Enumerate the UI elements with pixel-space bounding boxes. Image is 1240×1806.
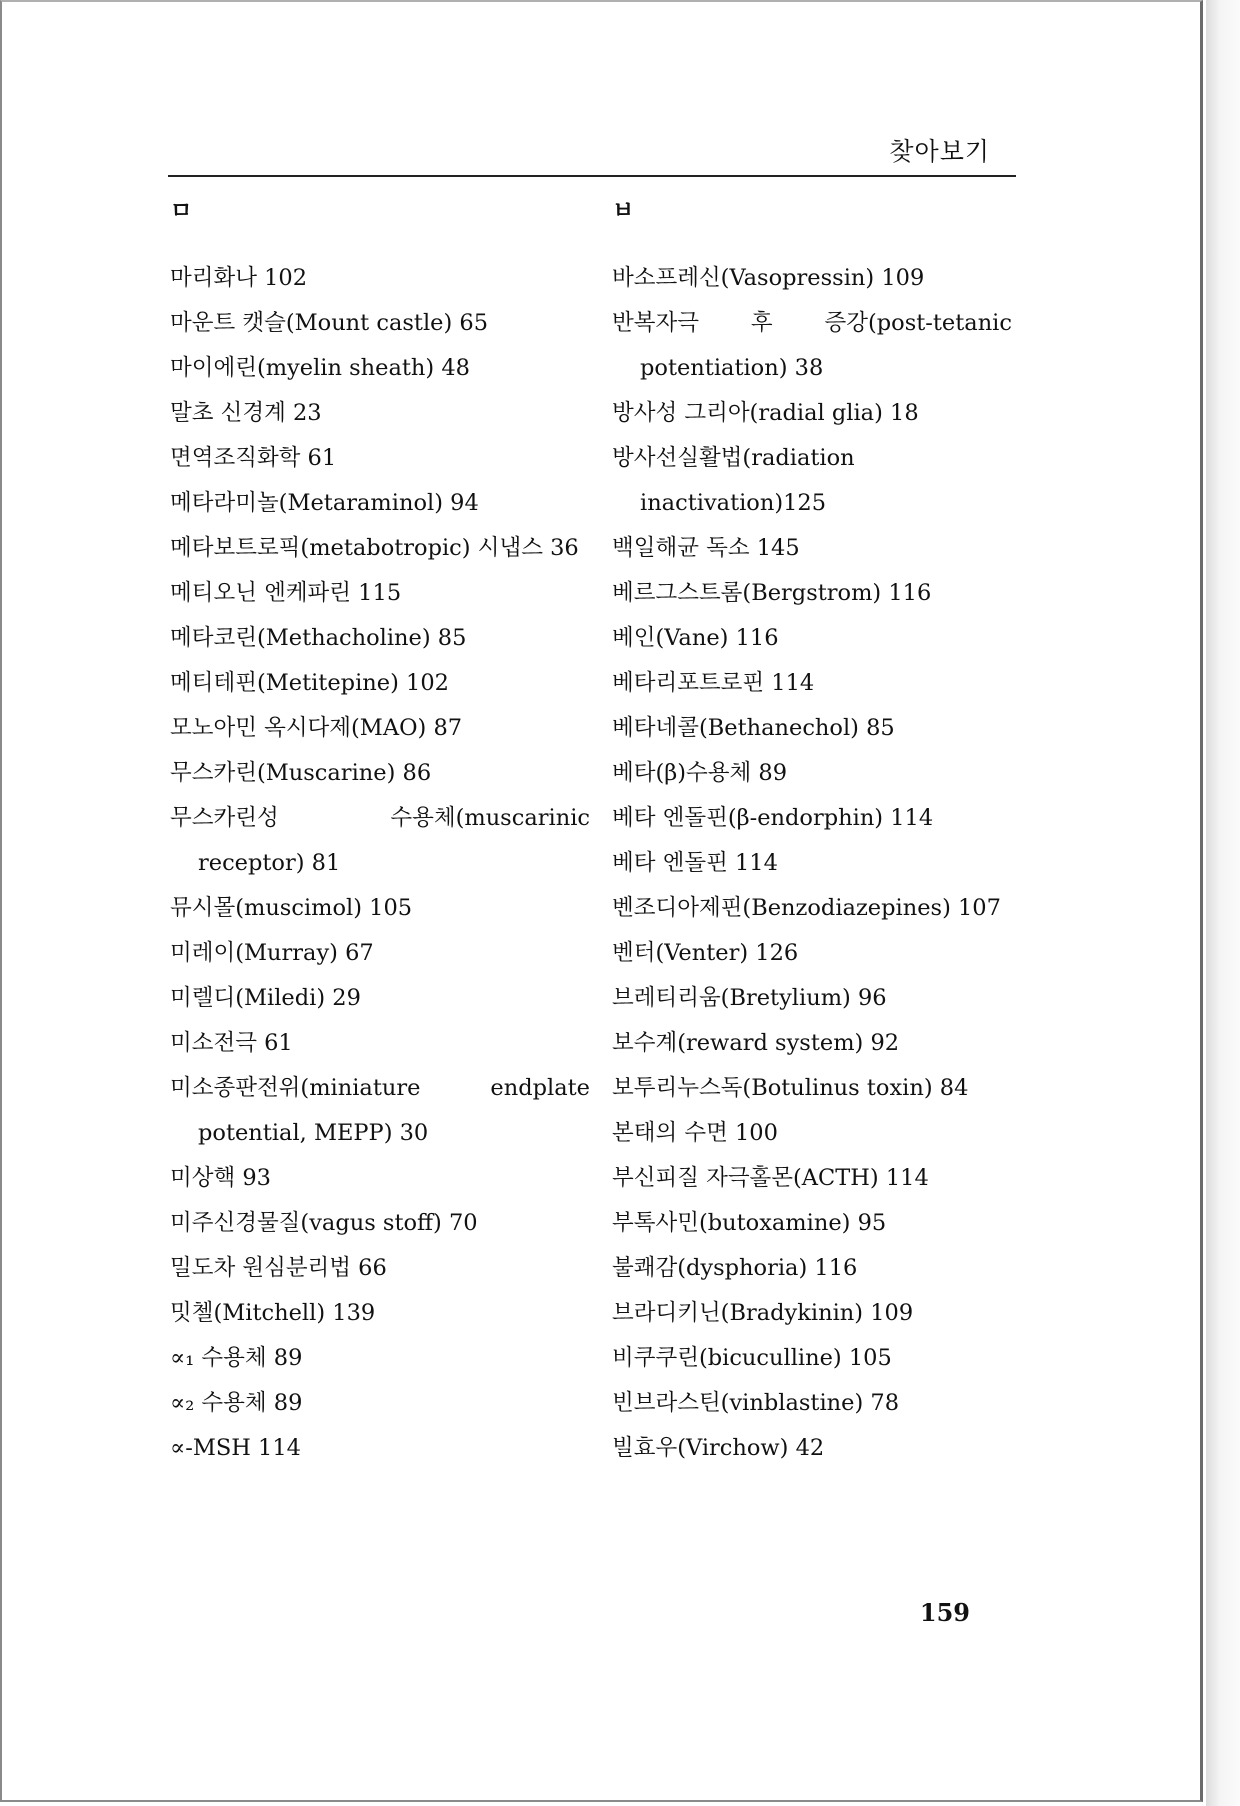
index-entry: 무스카린(Muscarine) 86 [170,760,432,786]
index-column-left [170,196,590,1471]
index-entry: 불쾌감(dysphoria) 116 [612,1255,858,1281]
index-entry: 부톡사민(butoxamine) 95 [612,1210,887,1236]
index-entry: 밋첼(Mitchell) 139 [170,1300,376,1326]
running-head: 찾아보기 [889,137,990,166]
index-entry: 백일해균 독소 145 [612,535,800,561]
index-entry: 미레이(Murray) 67 [170,940,374,966]
header-rule [168,175,1016,177]
page-number: 159 [919,1598,970,1627]
index-entry: 베타리포트로핀 114 [612,670,815,696]
index-entry: 반복자극 후 증강(post-tetanic potentiation) 38 [612,310,1012,381]
index-entry: 브레티리움(Bretylium) 96 [612,985,887,1011]
index-entry: 부신피질 자극홀몬(ACTH) 114 [612,1165,929,1191]
index-entry: 바소프레신(Vasopressin) 109 [612,265,925,291]
index-entry: 메타보트로픽(metabotropic) 시냅스 36 [170,535,579,561]
index-entry: ∝₁ 수용체 89 [170,1345,303,1371]
index-entry: 비쿠쿠린(bicuculline) 105 [612,1345,892,1371]
index-entry: 마운트 캣슬(Mount castle) 65 [170,310,489,336]
index-entry: 베타네콜(Bethanechol) 85 [612,715,895,741]
index-entry: 베르그스트롬(Bergstrom) 116 [612,580,932,606]
index-entry: 메티테핀(Metitepine) 102 [170,670,449,696]
index-entry-list-left [170,256,590,1471]
index-entry: 베인(Vane) 116 [612,625,779,651]
index-entry: 베타(β)수용체 89 [612,760,788,786]
index-entry: 말초 신경계 23 [170,400,322,426]
index-entry: 빌효우(Virchow) 42 [612,1435,825,1461]
index-entry: 모노아민 옥시다제(MAO) 87 [170,715,463,741]
index-entry: 미상핵 93 [170,1165,271,1191]
index-entry: 벤조디아제핀(Benzodiazepines) 107 [612,895,1001,921]
index-entry: 방사선실활법(radiation inactivation)125 [612,445,855,516]
index-entry: 마이에린(myelin sheath) 48 [170,355,470,381]
index-entry: 미소전극 61 [170,1030,293,1056]
index-entry: 베타 엔돌핀(β-endorphin) 114 [612,805,934,831]
index-entry: 미주신경물질(vagus stoff) 70 [170,1210,478,1236]
index-entry-list-right [612,256,1012,1471]
index-entry: 면역조직화학 61 [170,445,337,471]
index-column-right [612,196,1012,1471]
index-entry: 메타라미놀(Metaraminol) 94 [170,490,479,516]
index-entry: 뮤시몰(muscimol) 105 [170,895,413,921]
index-entry: 미렐디(Miledi) 29 [170,985,361,1011]
index-entry: 보수계(reward system) 92 [612,1030,900,1056]
index-entry: 브라디키닌(Bradykinin) 109 [612,1300,914,1326]
index-entry: 빈브라스틴(vinblastine) 78 [612,1390,900,1416]
index-entry: 벤터(Venter) 126 [612,940,799,966]
index-entry: 마리화나 102 [170,265,308,291]
index-entry: 메타코린(Methacholine) 85 [170,625,467,651]
index-entry: 메티오닌 엔케파린 115 [170,580,402,606]
index-entry: ∝-MSH 114 [170,1435,302,1461]
index-entry: 본태의 수면 100 [612,1120,778,1146]
index-entry: ∝₂ 수용체 89 [170,1390,303,1416]
page-edge-shadow [1206,0,1240,1806]
index-entry: 무스카린성 수용체(muscarinic receptor) 81 [170,805,590,876]
index-entry: 밀도차 원심분리법 66 [170,1255,387,1281]
index-entry: 미소종판전위(miniature endplate potential, MEPP) 30 [170,1075,590,1146]
index-entry: 방사성 그리아(radial glia) 18 [612,400,919,426]
section-letter-mieum: ㅁ [170,198,193,224]
index-entry: 보투리누스독(Botulinus toxin) 84 [612,1075,969,1101]
section-letter-bieup: ㅂ [612,198,635,224]
index-entry: 베타 엔돌핀 114 [612,850,778,876]
